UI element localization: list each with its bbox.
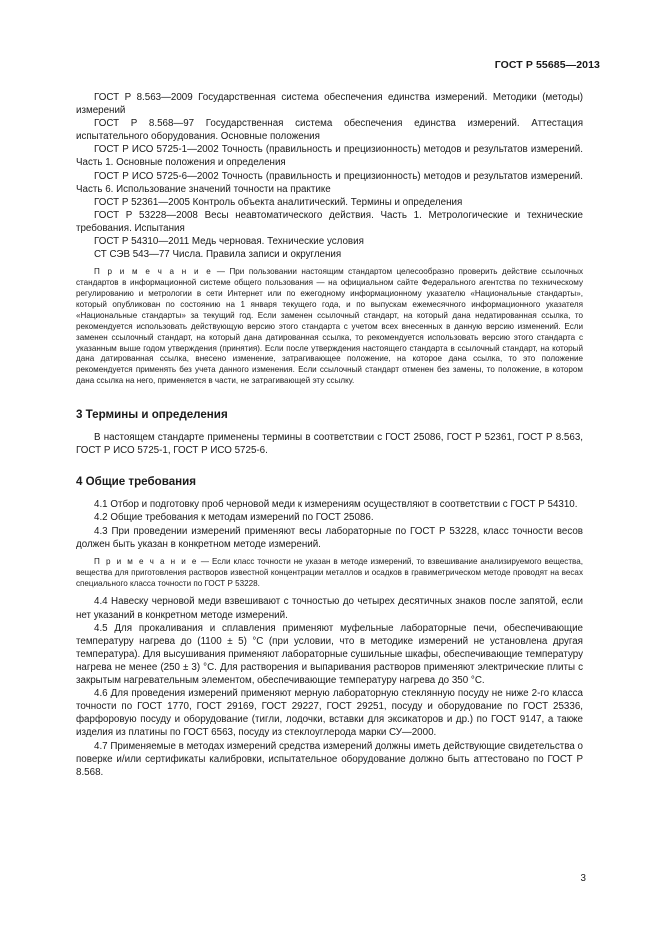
clause-4-3-note [76, 557, 583, 590]
note-text: — При пользовании настоящим стандартом целесообразно проверить действие ссылочных стандартов в информационной системе общего пользования — на официальном сайте Федерального агентства по техническому регулированию и метрологии в сети Интернет или по ежегодному информационному указателю «Национальные стандарты», который опубликован по состоянию на 1 января текущего года, и по выпускам ежемесячного информационного указателя «Национальные стандарты» за текущий год. Если заменен ссылочный стандарт, на который дана недатированная ссылка, то рекомендуется использовать действующую версию этого стандарта с учетом всех внесенных в данную версию изменений. Если заменен ссылочный стандарт, на который дана датированная ссылка, то рекомендуется использовать версию этого стандарта с указанным выше годом утверждения (принятия). Если после утверждения настоящего стандарта в ссылочный стандарт, на который дана датированная ссылка, внесено изменение, затрагивающее положение, на которое дана ссылка, то это положение рекомендуется применять без учета данного изменения. Если ссылочный стандарт отменен без замены, то положение, в котором дана ссылка на него, применяется в части, не затрагивающей эту ссылку. [76, 267, 584, 386]
document-code-header: ГОСТ Р 55685—2013 [494, 59, 600, 71]
clause-4-3: 4.3 При проведении измерений применяют весы лабораторные по ГОСТ Р 53228, класс точности весов должен быть указан в конкретном методе измерений. [76, 525, 583, 550]
reference-item: СТ СЭВ 543—77 Числа. Правила записи и округления [94, 249, 342, 261]
clause-4-1: 4.1 Отбор и подготовку проб черновой меди к измерениям осуществляют в соответствии с ГОСТ Р 54310. [94, 499, 578, 511]
reference-item: ГОСТ Р 53228—2008 Весы неавтоматического действия. Часть 1. Метрологические и технические требования. Испытания [76, 209, 583, 234]
note-label: П р и м е ч а н и е [94, 267, 213, 277]
reference-item: ГОСТ Р 54310—2011 Медь черновая. Технические условия [94, 236, 364, 248]
reference-item: ГОСТ Р ИСО 5725-1—2002 Точность (правильность и прецизионность) методов и результатов измерений. Часть 1. Основные положения и определения [76, 144, 583, 169]
references-note [76, 267, 583, 387]
note-text: — Если класс точности не указан в методе измерений, то взвешивание анализируемого вещества, вещества для приготовления растворов известной концентрации металлов и осадков в гравиметрическом методе проводят на весах специального класса точности по ГОСТ Р 53228. [76, 556, 583, 588]
clause-4-6: 4.6 Для проведения измерений применяют мерную лабораторную стеклянную посуду не ниже 2-го класса точности по ГОСТ 1770, ГОСТ 29169, ГОСТ 29227, ГОСТ 29251, посуду и оборудование по ГОСТ 25336, фарфоровую посуду и оборудование (тигли, лодочки, вставки для эксикаторов и др.) по ГОСТ 9147, а также изделия из платины по ГОСТ 6563, посуду из стеклоуглерода марки СУ—2000. [76, 688, 583, 739]
note-label: П р и м е ч а н и е [94, 556, 198, 566]
page-number: 3 [580, 873, 586, 884]
clause-4-4: 4.4 Навеску черновой меди взвешивают с точностью до четырех десятичных знаков после запятой, если нет указаний в конкретном методе измерений. [76, 596, 583, 621]
reference-item: ГОСТ Р 52361—2005 Контроль объекта аналитический. Термины и определения [94, 196, 463, 208]
clause-4-2: 4.2 Общие требования к методам измерений по ГОСТ 25086. [94, 512, 374, 524]
section-4-heading: 4 Общие требования [76, 475, 197, 489]
section-3-text: В настоящем стандарте применены термины в соответствии с ГОСТ 25086, ГОСТ Р 52361, ГОСТ Р 8.563, ГОСТ Р ИСО 5725-1, ГОСТ Р ИСО 5725-6. [76, 432, 583, 457]
reference-item: ГОСТ Р ИСО 5725-6—2002 Точность (правильность и прецизионность) методов и результатов измерений. Часть 6. Использование значений точности на практике [76, 170, 583, 195]
page-content [76, 91, 583, 779]
clause-4-7: 4.7 Применяемые в методах измерений средства измерений должны иметь действующие свидетельства о поверке и/или сертификаты калибровки, испытательное оборудование должно быть аттестовано по ГОСТ Р 8.568. [76, 740, 583, 778]
clause-4-5: 4.5 Для прокаливания и сплавления применяют муфельные лабораторные печи, обеспечивающие температуру нагрева до (1100 ± 5) °С (при условии, что в методике измерений не установлена другая температура). Для высушивания применяют лабораторные сушильные шкафы, обеспечивающие температуру нагрева не менее (250 ± 3) °С. Для растворения и выпаривания растворов применяют электрические плиты с закрытым нагревательным элементом, обеспечивающие температуру нагрева до 350 °С. [76, 622, 583, 687]
section-3-heading: 3 Термины и определения [76, 408, 228, 422]
reference-item: ГОСТ Р 8.563—2009 Государственная система обеспечения единства измерений. Методики (методы) измерений [76, 92, 583, 117]
reference-item: ГОСТ Р 8.568—97 Государственная система обеспечения единства измерений. Аттестация испытательного оборудования. Основные положения [76, 118, 583, 143]
